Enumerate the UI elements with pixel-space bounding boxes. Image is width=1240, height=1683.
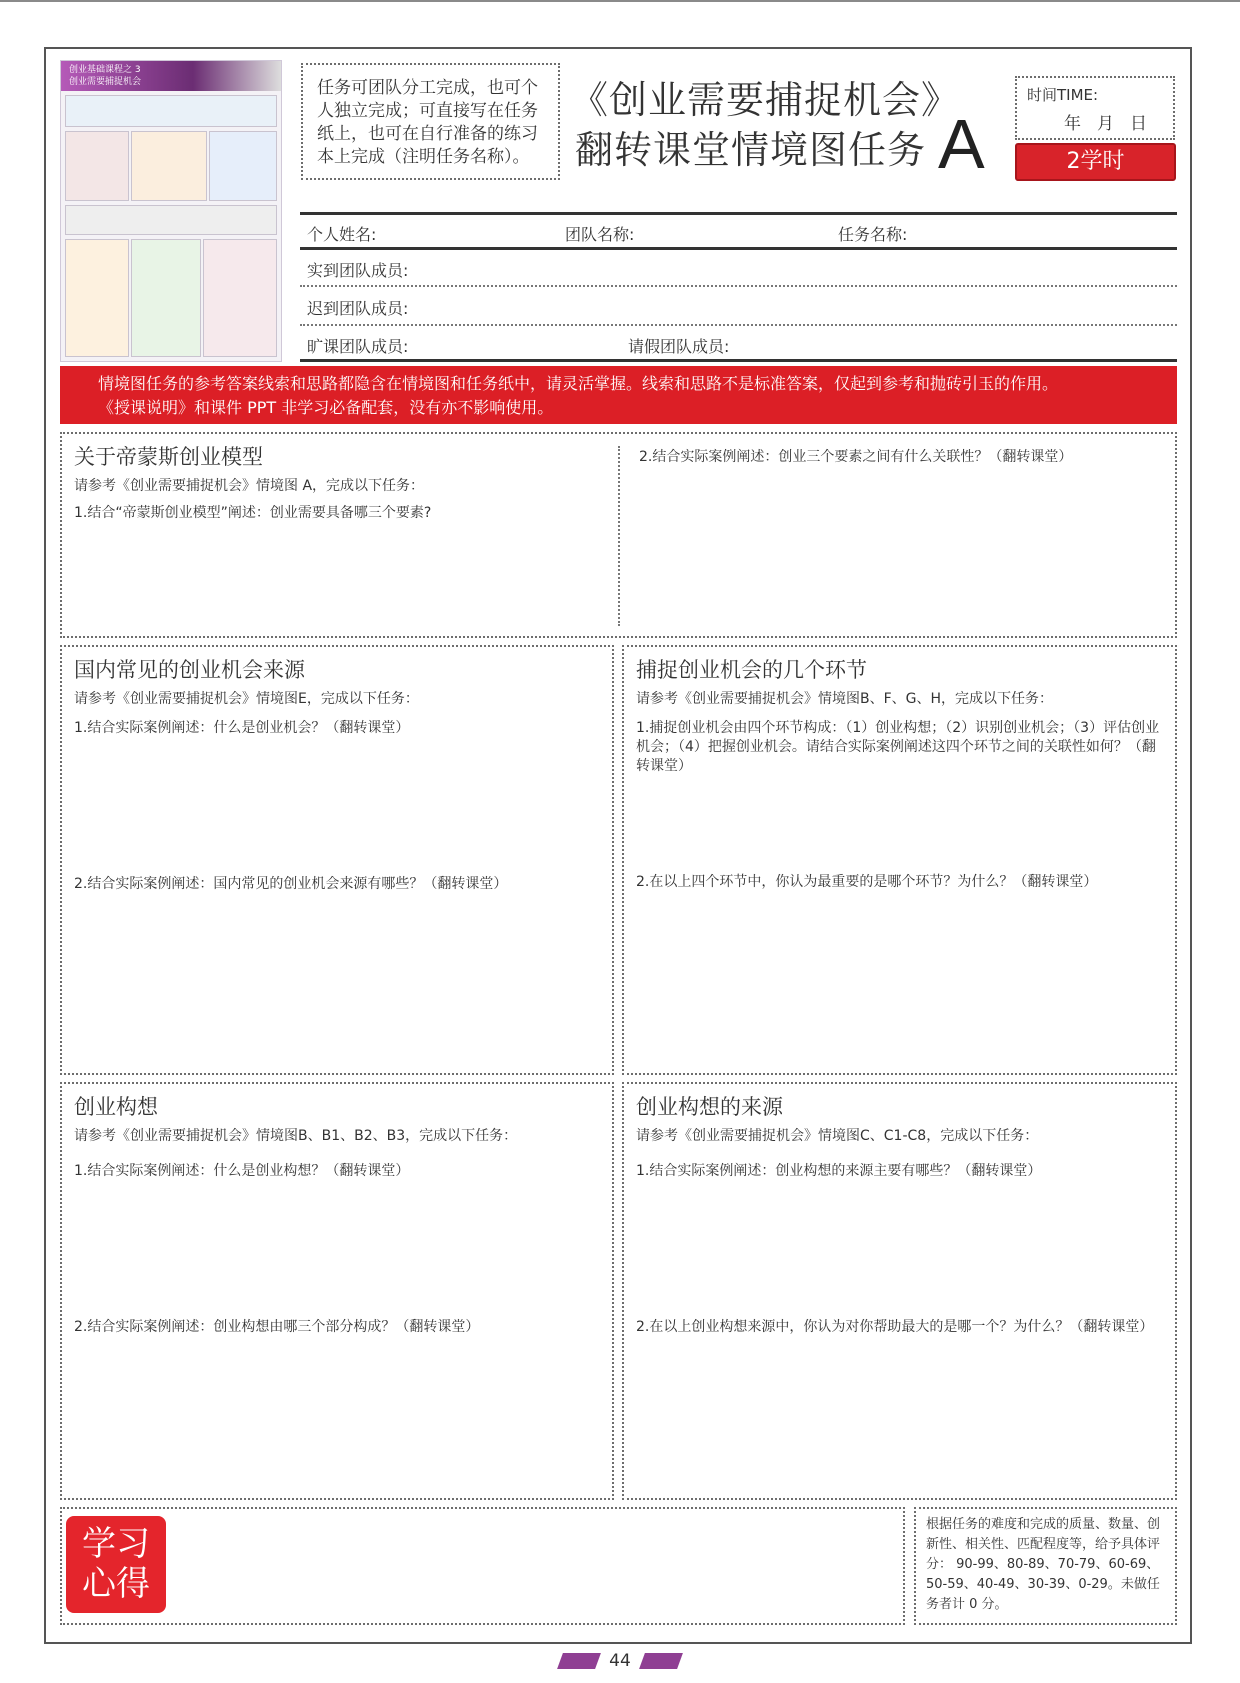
leave-members-field[interactable]: 请假团队成员: — [628, 337, 730, 356]
panel-business-concept — [60, 1082, 614, 1500]
page-number: 44 — [609, 1651, 631, 1671]
thumbnail-panel-h — [203, 239, 277, 357]
thumbnail-title: 创业需要捕捉机会 — [69, 77, 142, 87]
study-badge-line-1: 学习 — [82, 1524, 150, 1564]
panel-timmons-title: 关于帝蒙斯创业模型 — [74, 445, 263, 469]
panel-opportunity-links — [622, 645, 1177, 1075]
thumbnail-panel-f — [65, 239, 129, 357]
study-notes-badge — [66, 1516, 166, 1613]
notice-band — [60, 366, 1177, 424]
panel-concept-sources — [622, 1082, 1177, 1500]
team-name-field[interactable]: 团队名称: — [565, 225, 635, 244]
thumbnail-panel-c — [131, 131, 207, 201]
scoring-note: 根据任务的难度和完成的质量、数量、创新性、相关性、匹配程度等，给予具体评分： 90-99、80-89、70-79、60-69、50-59、40-49、30-39、0-29。未做任务者计 0 分。 — [914, 1507, 1177, 1625]
panel-sources-reference: 请参考《创业需要捕捉机会》情境图E，完成以下任务： — [74, 691, 419, 707]
panel-links-question-2: 2.在以上四个环节中，你认为最重要的是哪个环节？为什么？（翻转课堂） — [636, 874, 1098, 890]
personal-name-field[interactable]: 个人姓名: — [307, 225, 377, 244]
panel-sources-title: 国内常见的创业机会来源 — [74, 658, 305, 682]
thumbnail-header — [61, 61, 281, 91]
task-letter: A — [938, 105, 985, 183]
panel-concept-sources-question-2: 2.在以上创业构想来源中，你认为对你帮助最大的是哪一个？为什么？（翻转课堂） — [636, 1319, 1154, 1335]
notice-line-1: 情境图任务的参考答案线索和思路都隐含在情境图和任务纸中，请灵活掌握。线索和思路不是标准答案，仅起到参考和抛砖引玉的作用。 — [98, 374, 1059, 393]
panel-timmons-question-1: 1.结合“帝蒙斯创业模型”阐述：创业需要具备哪三个要素? — [74, 505, 432, 521]
absent-members-field[interactable]: 旷课团队成员: — [307, 337, 409, 356]
panel-concept-sources-reference: 请参考《创业需要捕捉机会》情境图C、C1-C8，完成以下任务： — [636, 1128, 1039, 1144]
panel-timmons-question-2: 2.结合实际案例阐述：创业三个要素之间有什么关联性？（翻转课堂） — [639, 449, 1073, 465]
top-rule — [0, 0, 1240, 2]
panel-opportunity-sources — [60, 645, 614, 1075]
thumbnail-panel-a — [65, 95, 277, 127]
page-number-bar-left — [557, 1653, 601, 1669]
instruction-note: 任务可团队分工完成，也可个人独立完成；可直接写在任务纸上，也可在自行准备的练习本上完成（注明任务名称）。 — [301, 63, 560, 180]
thumbnail-panel-g — [131, 239, 201, 357]
panel-links-title: 捕捉创业机会的几个环节 — [636, 658, 867, 682]
panel-timmons-divider — [618, 446, 620, 626]
panel-concept-question-1: 1.结合实际案例阐述：什么是创业构想？（翻转课堂） — [74, 1163, 410, 1179]
panel-concept-title: 创业构想 — [74, 1095, 158, 1119]
form-bottom-rule — [300, 359, 1177, 362]
scenario-thumbnail — [60, 60, 282, 362]
time-field[interactable] — [1015, 76, 1175, 140]
panel-concept-reference: 请参考《创业需要捕捉机会》情境图B、B1、B2、B3，完成以下任务： — [74, 1128, 518, 1144]
form-rule-2 — [300, 247, 1177, 250]
page-number-strip — [560, 1648, 680, 1672]
late-members-field[interactable]: 迟到团队成员: — [307, 299, 409, 318]
hours-badge: 2学时 — [1015, 143, 1176, 181]
form-top-rule — [300, 212, 1177, 215]
form-dotline-1 — [300, 285, 1177, 287]
thumbnail-subtitle: 创业基础课程之 3 — [69, 65, 141, 75]
page-number-bar-right — [639, 1653, 683, 1669]
thumbnail-panel-d — [209, 131, 277, 201]
thumbnail-panel-e — [65, 205, 277, 235]
present-members-field[interactable]: 实到团队成员: — [307, 261, 409, 280]
panel-sources-question-1: 1.结合实际案例阐述：什么是创业机会？（翻转课堂） — [74, 720, 410, 736]
panel-sources-question-2: 2.结合实际案例阐述：国内常见的创业机会来源有哪些？（翻转课堂） — [74, 876, 508, 892]
form-dotline-2 — [300, 324, 1177, 326]
page-subtitle: 翻转课堂情境图任务 — [575, 128, 927, 172]
study-notes-box[interactable] — [60, 1507, 905, 1625]
panel-concept-sources-title: 创业构想的来源 — [636, 1095, 783, 1119]
thumbnail-panel-b — [65, 131, 129, 201]
panel-concept-question-2: 2.结合实际案例阐述：创业构想由哪三个部分构成？（翻转课堂） — [74, 1319, 480, 1335]
panel-concept-sources-question-1: 1.结合实际案例阐述：创业构想的来源主要有哪些？（翻转课堂） — [636, 1163, 1042, 1179]
page-title: 《创业需要捕捉机会》 — [570, 78, 961, 122]
task-name-field[interactable]: 任务名称: — [838, 225, 908, 244]
panel-links-question-1: 1.捕捉创业机会由四个环节构成：（1）创业构想；（2）识别创业机会；（3）评估创业机会；（4）把握创业机会。请结合实际案例阐述这四个环节之间的关联性如何？（翻转课堂） — [636, 720, 1160, 774]
study-badge-line-2: 心得 — [82, 1564, 150, 1604]
panel-links-reference: 请参考《创业需要捕捉机会》情境图B、F、G、H，完成以下任务： — [636, 691, 1054, 707]
time-label: 时间TIME: — [1027, 86, 1099, 104]
date-units: 年月日 — [1064, 114, 1163, 134]
panel-timmons-reference: 请参考《创业需要捕捉机会》情境图 A，完成以下任务： — [74, 478, 425, 494]
notice-line-2: 《授课说明》和课件 PPT 非学习必备配套，没有亦不影响使用。 — [98, 398, 554, 417]
